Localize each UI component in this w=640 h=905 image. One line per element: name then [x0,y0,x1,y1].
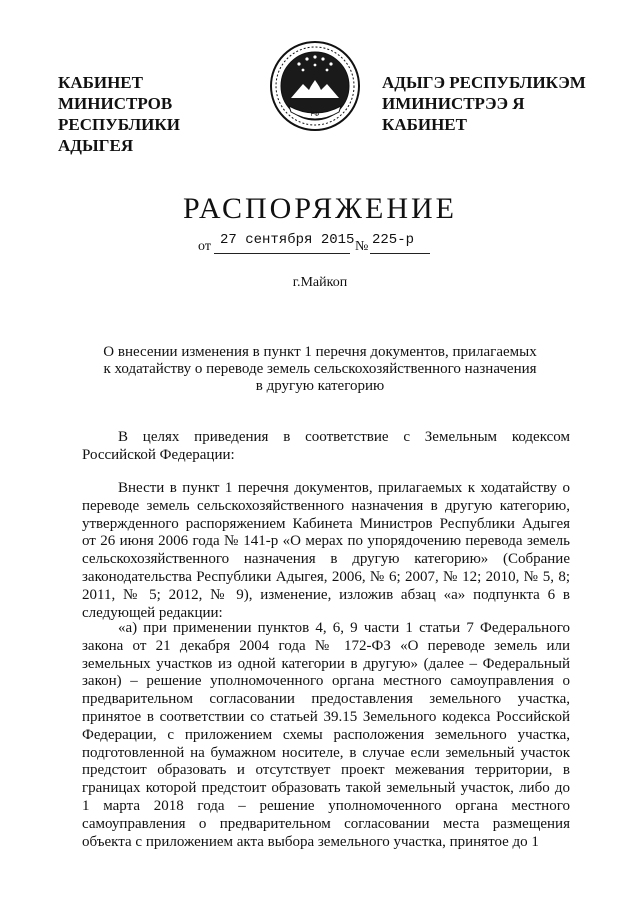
date-number-line [198,232,438,256]
coat-of-arms-adygea-icon [269,40,361,132]
document-date: 27 сентября 2015 [220,232,355,248]
svg-text:РФ: РФ [310,111,320,118]
paragraph-1 [82,429,570,465]
paragraph-1-text: В целях приведения в соответствие с Земельным кодексом Российской Федерации: [82,429,570,463]
document-number: 225-р [372,232,415,248]
header-left-line1: КАБИНЕТ МИНИСТРОВ [58,73,173,113]
paragraph-3-text: «а) при применении пунктов 4, 6, 9 части 1 статьи 7 Федерального закона от 21 декабря 2004 года № 172-ФЗ «О переводе земель или земельных участков из одной категории в другую» (далее – Федеральный закон) – решение уполномоченного органа местного самоуправления о предварительном согласовании предоставления земельного участка, принятое в соответствии со статьей 39.15 Земельного кодекса Российской Федерации, с приложением схемы расположения земельного участка, подготовленной на бумажном носителе, в случае если земельный участок предстоит образовать и отсутствует проект межевания территории, в границах которой предстоит образовать такой земельный участок, либо до 1 марта 2018 года – решение уполномоченного органа местного самоуправления о предварительном согласовании места размещения объекта с приложением акта выбора земельного участка, принятое до 1 [82,620,570,850]
number-underline [370,253,430,254]
header-left [58,72,258,156]
header-right-line1: АДЫГЭ РЕСПУБЛИКЭМ [382,73,586,92]
document-title: РАСПОРЯЖЕНИЕ [182,192,458,225]
date-underline [214,253,350,254]
date-prefix: от [198,239,211,254]
paragraph-3 [82,620,570,851]
city: г.Майкоп [292,275,348,290]
header-left-line2: РЕСПУБЛИКИ АДЫГЕЯ [58,115,180,155]
paragraph-2-text: Внести в пункт 1 перечня документов, прилагаемых к ходатайству о переводе земель сельскохозяйственного назначения в другую категорию, утвержденного распоряжением Кабинета Министров Республики Адыгея от 26 июня 2006 года № 141-р «О мерах по упорядочению перевода земель сельскохозяйственного назначения в другую категорию» (Собрание законодательства Республики Адыгея, 2006, № 6; 2007, № 12; 2010, № 5, 8; 2011, № 5; 2012, № 9), изменение, изложив абзац «а» подпункта 6 в следующей редакции: [82,480,570,621]
header-right [382,72,612,135]
header-right-line2: ИМИНИСТРЭЭ Я КАБИНЕТ [382,94,525,134]
number-prefix: № [355,239,369,254]
paragraph-2 [82,480,570,622]
document-subject: О внесении изменения в пункт 1 перечня документов, прилагаемых к ходатайству о переводе земель сельскохозяйственного назначения в другую категорию [103,344,537,394]
